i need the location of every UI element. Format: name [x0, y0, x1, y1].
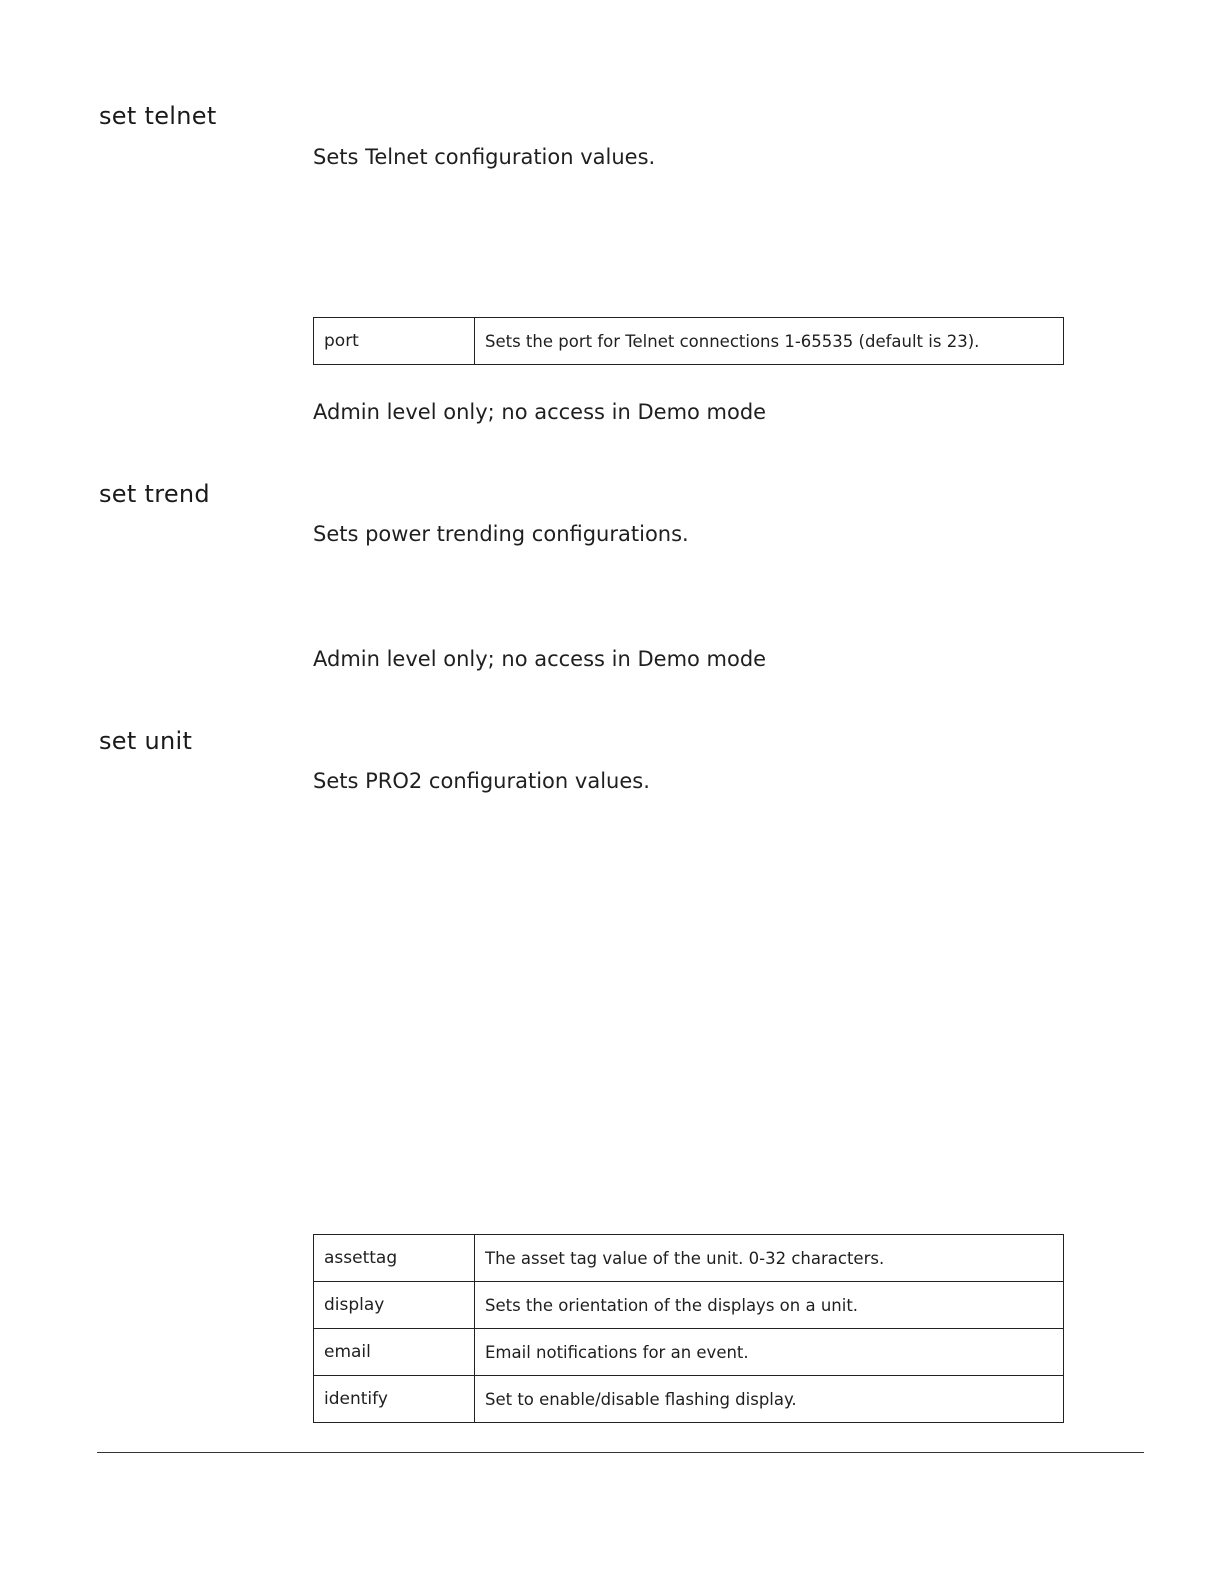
section-description-set-trend: Sets power trending configurations.	[313, 522, 689, 546]
param-description: Email notifications for an event.	[475, 1329, 1064, 1376]
section-heading-set-telnet: set telnet	[99, 102, 217, 130]
access-note-set-trend: Admin level only; no access in Demo mode	[313, 647, 767, 671]
table-row	[314, 1376, 1064, 1423]
section-heading-set-trend: set trend	[99, 480, 210, 508]
param-name: display	[314, 1282, 475, 1329]
param-table-set-telnet	[313, 317, 1064, 365]
table-row	[314, 1282, 1064, 1329]
footer-divider	[97, 1452, 1144, 1453]
section-description-set-unit: Sets PRO2 configuration values.	[313, 769, 650, 793]
param-name: email	[314, 1329, 475, 1376]
param-description: Sets the port for Telnet connections 1-65535 (default is 23).	[475, 318, 1064, 365]
param-description: Sets the orientation of the displays on a unit.	[475, 1282, 1064, 1329]
param-name: assettag	[314, 1235, 475, 1282]
access-note-set-telnet: Admin level only; no access in Demo mode	[313, 400, 767, 424]
param-name: port	[314, 318, 475, 365]
table-row	[314, 318, 1064, 365]
table-row	[314, 1235, 1064, 1282]
section-description-set-telnet: Sets Telnet configuration values.	[313, 145, 656, 169]
table-row	[314, 1329, 1064, 1376]
param-table-set-unit	[313, 1234, 1064, 1423]
section-heading-set-unit: set unit	[99, 727, 193, 755]
param-description: Set to enable/disable flashing display.	[475, 1376, 1064, 1423]
param-name: identify	[314, 1376, 475, 1423]
param-description: The asset tag value of the unit. 0-32 characters.	[475, 1235, 1064, 1282]
